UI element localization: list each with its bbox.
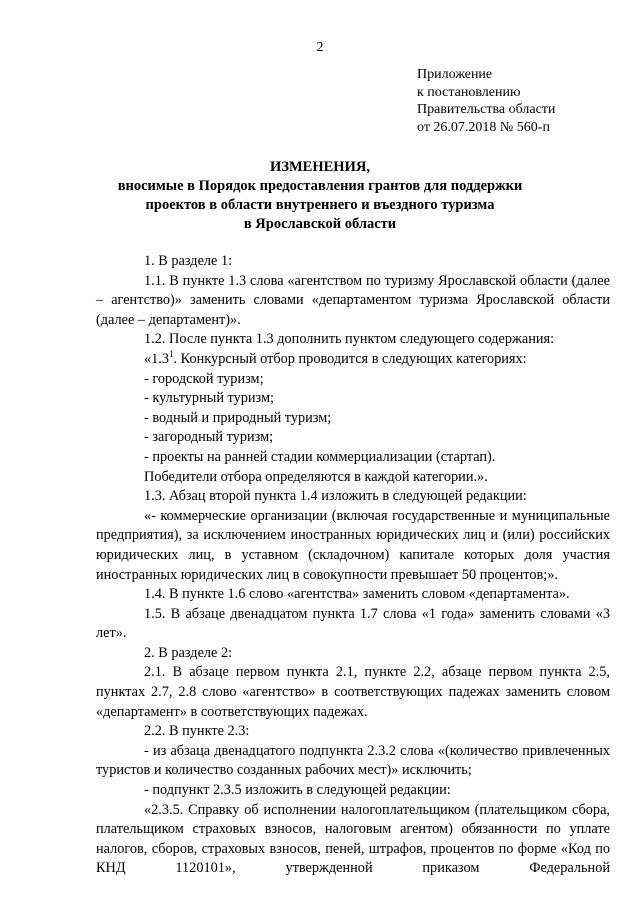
paragraph-prefix: «1.3 bbox=[144, 350, 170, 367]
paragraph: - из абзаца двенадцатого подпункта 2.3.2 слова «(количество привлеченных туристов и количество созданных рабочих мест)» исключить; bbox=[96, 742, 610, 779]
title-line: в Ярославской области bbox=[243, 216, 397, 232]
paragraph: 1.4. В пункте 1.6 слово «агентства» заменить словом «департамента». bbox=[144, 586, 570, 603]
list-item: - загородный туризм; bbox=[144, 429, 274, 446]
paragraph: 1.5. В абзаце двенадцатом пункта 1.7 слова «1 года» заменить словами «3 лет». bbox=[96, 605, 610, 642]
paragraph: «2.3.5. Справку об исполнении налогоплательщиком (плательщиком сбора, плательщиком страховых взносов, налоговым агентом) обязанности по уплате налогов, сборов, страховых взносов, пеней, штрафов, процентов по форме «Код по КНД 1120101», утвержденной приказом Федеральной bbox=[96, 801, 610, 877]
page-number: 2 bbox=[316, 40, 324, 55]
document-title bbox=[0, 158, 640, 234]
paragraph: 1.2. После пункта 1.3 дополнить пунктом следующего содержания: bbox=[144, 331, 555, 348]
superscript: 1 bbox=[169, 349, 174, 360]
paragraph: 1.1. В пункте 1.3 слова «агентством по туризму Ярославской области (далее – агентство)» заменить словами «департаментом туризма Ярославской области (далее – департамент)». bbox=[96, 272, 610, 328]
appendix-block bbox=[417, 66, 555, 136]
list-item: - городской туризм; bbox=[144, 370, 264, 387]
paragraph-rest: . Конкурсный отбор проводится в следующих категориях: bbox=[173, 350, 527, 367]
document-body bbox=[96, 252, 610, 879]
paragraph: Победители отбора определяются в каждой категории.». bbox=[144, 468, 488, 485]
list-item: - культурный туризм; bbox=[144, 390, 275, 407]
list-item: - проекты на ранней стадии коммерциализации (стартап). bbox=[144, 448, 496, 465]
appendix-line: Правительства области bbox=[417, 102, 556, 117]
title-line: вносимые в Порядок предоставления грантов для поддержки bbox=[117, 178, 523, 194]
paragraph: 2.2. В пункте 2.3: bbox=[144, 723, 250, 740]
appendix-line: к постановлению bbox=[417, 84, 521, 100]
paragraph bbox=[96, 350, 610, 370]
paragraph: 2. В разделе 2: bbox=[144, 644, 233, 661]
list-item: - водный и природный туризм; bbox=[144, 409, 332, 426]
paragraph: 1. В разделе 1: bbox=[144, 253, 233, 269]
paragraph: 2.1. В абзаце первом пункта 2.1, пункте 2.2, абзаце первом пункта 2.5, пунктах 2.7, 2.8 слово «агентство» в соответствующих падежах заменить словом «департамент» в соответствующих падежах. bbox=[96, 664, 610, 720]
title-line: ИЗМЕНЕНИЯ, bbox=[270, 159, 370, 175]
title-line: проектов в области внутреннего и въездного туризма bbox=[145, 197, 495, 213]
paragraph: 1.3. Абзац второй пункта 1.4 изложить в следующей редакции: bbox=[144, 488, 527, 505]
paragraph: - подпункт 2.3.5 изложить в следующей редакции: bbox=[144, 782, 451, 799]
appendix-line: от 26.07.2018 № 560-п bbox=[417, 119, 550, 135]
paragraph: «- коммерческие организации (включая государственные и муниципальные предприятия), за исключением иностранных юридических лиц и (или) российских юридических лиц, в уставном (складочном) капитале которых доля участия иностранных юридических лиц в совокупности превышает 50 процентов;». bbox=[96, 507, 610, 583]
appendix-line: Приложение bbox=[417, 67, 493, 82]
